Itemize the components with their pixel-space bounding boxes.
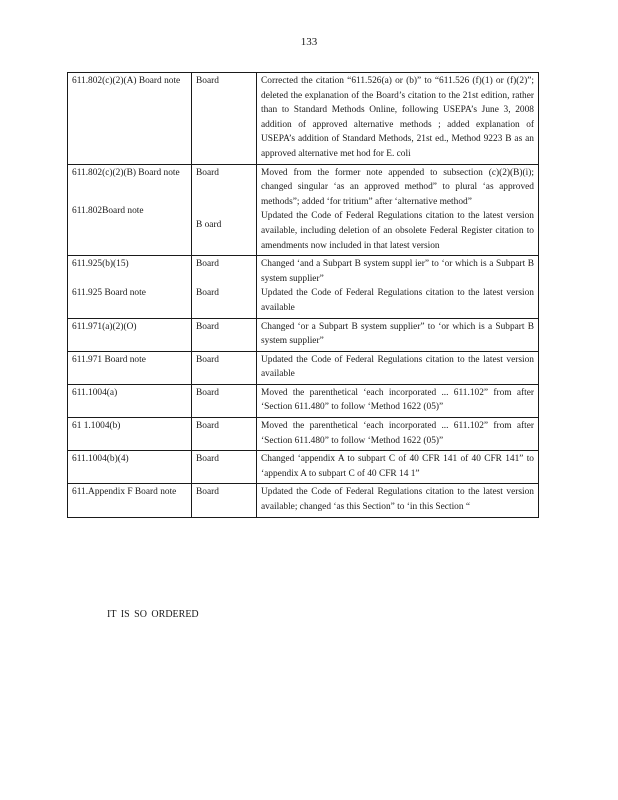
description-cell <box>257 451 539 484</box>
section-cell <box>68 256 192 318</box>
description-cell <box>257 418 539 451</box>
section-citation: 611.971(a)(2)(O) <box>72 321 137 332</box>
change-description: Corrected the citation “611.526(a) or (b)” to “611.526 (f)(1) or (f)(2)”; deleted the explanation of the Board’s citation to the 21st edition, rather than to Standard Methods Online, following USEPA’s June 3, 2008 addition of approved alternative methods ; added explanation of USEPA’s addition of Standard Methods, 21st ed., Method 9223 B as an approved alternative met hod for E. coli <box>261 76 534 159</box>
description-cell <box>257 484 539 517</box>
change-description: Moved the parenthetical ‘each incorporated ... 611.102” from after ‘Section 611.480” to follow ‘Method 1622 (05)” <box>261 421 534 446</box>
change-description: Moved the parenthetical ‘each incorporated ... 611.102” from after ‘Section 611.480” to follow ‘Method 1622 (05)” <box>261 387 534 413</box>
section-citation: 611.925 Board note <box>72 287 146 298</box>
table-row <box>68 256 539 318</box>
source-label: B oard <box>196 220 222 231</box>
change-description: Updated the Code of Federal Regulations citation to the latest version available; changed ‘as this Section” to ‘in this Section “ <box>261 487 534 513</box>
change-description: Updated the Code of Federal Regulations citation to the latest version available <box>261 288 534 313</box>
source-label: Board <box>196 259 219 270</box>
section-citation: 61 1.1004(b) <box>72 421 121 432</box>
description-cell <box>257 73 539 165</box>
description-cell <box>257 318 539 351</box>
change-description: Updated the Code of Federal Regulations citation to the latest version available <box>261 354 534 380</box>
source-label: Board <box>196 454 219 465</box>
table-row <box>68 164 539 256</box>
source-label: Board <box>196 487 219 498</box>
section-cell <box>68 351 192 384</box>
section-cell <box>68 384 192 417</box>
description-cell <box>257 256 539 318</box>
source-cell <box>192 73 257 165</box>
table-row <box>68 73 539 165</box>
source-cell <box>192 484 257 517</box>
section-cell <box>68 484 192 517</box>
source-cell <box>192 418 257 451</box>
section-citation: 611.971 Board note <box>72 354 146 365</box>
description-cell <box>257 164 539 256</box>
changes-table <box>67 72 539 518</box>
table-row <box>68 451 539 484</box>
change-description: Changed ‘or a Subpart B system supplier” to ‘or which is a Subpart B system supplier” <box>261 321 534 347</box>
source-cell <box>192 384 257 417</box>
closing-order: IT IS SO ORDERED <box>107 609 199 620</box>
source-label: Board <box>196 421 219 432</box>
section-cell <box>68 451 192 484</box>
section-citation: 611.802(c)(2)(B) Board note <box>72 167 180 178</box>
table-row <box>68 484 539 517</box>
table-row <box>68 418 539 451</box>
section-citation: 611.925(b)(15) <box>72 259 129 270</box>
change-description: Updated the Code of Federal Regulations citation to the latest version available, including deletion of an obsolete Federal Register citation to amendments now included in that latest version <box>261 211 534 251</box>
source-label: Board <box>196 287 219 298</box>
table-row <box>68 351 539 384</box>
source-label: Board <box>196 76 219 86</box>
table-row <box>68 318 539 351</box>
source-cell <box>192 164 257 256</box>
change-description: Changed ‘appendix A to subpart C of 40 CFR 141 of 40 CFR 141” to ‘appendix A to subpart C of 40 CFR 14 1” <box>261 454 534 479</box>
source-cell <box>192 256 257 318</box>
description-cell <box>257 351 539 384</box>
source-cell <box>192 351 257 384</box>
change-description: Moved from the former note appended to subsection (c)(2)(B)(i); changed singular ‘as an approved method” to plural ‘as approved methods”; added ‘for tritium” after ‘alternative method” <box>261 167 534 207</box>
source-cell <box>192 318 257 351</box>
section-cell <box>68 164 192 256</box>
section-citation: 611.802(c)(2)(A) Board note <box>72 76 181 86</box>
section-cell <box>68 418 192 451</box>
page-number: 133 <box>300 36 318 48</box>
change-description: Changed ‘and a Subpart B system suppl ier” to ‘or which is a Subpart B system supplier” <box>261 259 534 284</box>
description-cell <box>257 384 539 417</box>
section-citation: 611.1004(a) <box>72 387 118 398</box>
table-row <box>68 384 539 417</box>
section-citation: 611.802Board note <box>72 206 144 217</box>
source-label: Board <box>196 167 219 178</box>
source-label: Board <box>196 354 219 365</box>
source-label: Board <box>196 387 219 398</box>
section-citation: 611.Appendix F Board note <box>72 487 177 498</box>
section-cell <box>68 318 192 351</box>
source-cell <box>192 451 257 484</box>
source-label: Board <box>196 321 219 332</box>
section-cell <box>68 73 192 165</box>
section-citation: 611.1004(b)(4) <box>72 454 129 465</box>
